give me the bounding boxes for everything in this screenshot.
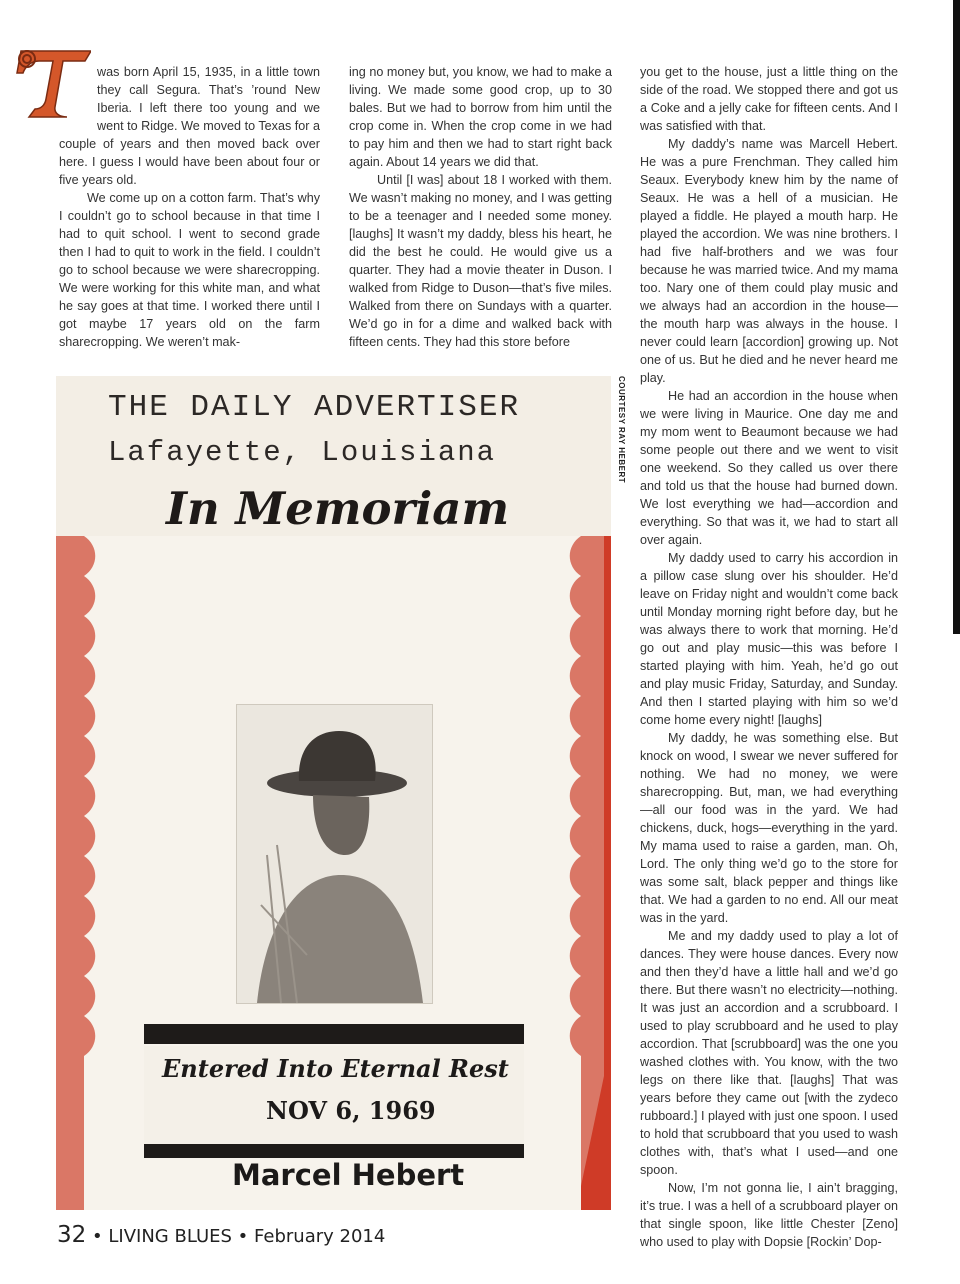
photo-credit: COURTESY RAY HEBERT xyxy=(617,376,626,484)
newspaper-city: Lafayette, Louisiana xyxy=(108,436,497,469)
drop-cap xyxy=(15,47,91,119)
issue-date: February 2014 xyxy=(254,1226,386,1247)
paragraph: ing no money but, you know, we had to make a living. We made some good crop, up to 30 bales. But we had to borrow from him until the crop come in. When the crop come in we had to pay him and then we had to start right back again. About 14 years we did that. xyxy=(349,65,612,169)
death-date: NOV 6, 1969 xyxy=(266,1096,436,1125)
paragraph: Now, I’m not gonna lie, I ain’t bragging, it’s true. I was a hell of a scrubboard player on that single spoon, like little Chester [Zeno] who used to play with Dopsie [Rockin’ Dop- xyxy=(640,1181,898,1249)
man-with-hat-portrait-image xyxy=(237,705,432,1003)
page-number: 32 xyxy=(57,1222,87,1248)
magazine-name: LIVING BLUES xyxy=(108,1226,232,1247)
paragraph: was born April 15, 1935, in a little town they call Segura. That’s ’round New Iberia. I left there too young and we went to Ridge. We moved to Texas for a couple of years and then moved back over here. I guess I would have been about four or five years old. xyxy=(59,65,320,187)
paragraph: He had an accordion in the house when we were living in Maurice. One day me and my mom went to Beaumont because we had some people out there and we went to visit one weekend. So they called us over there and told us that the house had burned down. We lost everything we had—accordion and everything. So that was it, we had to start all over again. xyxy=(640,389,898,547)
article-column-3 xyxy=(640,63,898,1251)
newspaper-name: THE DAILY ADVERTISER xyxy=(108,390,521,425)
deceased-name: Marcel Hebert xyxy=(232,1158,465,1192)
portrait-photo xyxy=(236,704,433,1004)
eternal-rest-line: Entered Into Eternal Rest xyxy=(162,1054,509,1083)
memoriam-heading: In Memoriam xyxy=(166,482,510,535)
paragraph: My daddy’s name was Marcell Hebert. He was a pure Frenchman. They called him Seaux. Everybody knew him by the name of Seaux. He was a hell of a musician. He played a fiddle. He played a mouth harp. He played the accordion. We was nine brothers. I had five half-brothers and we was four because he was married twice. And my mama too. Nary one of them could play music and we always had an accordion in the house—the mouth harp was always in the house. I never could learn [accordion] growing up. Not one of us. But he died and he never heard me play. xyxy=(640,137,898,385)
bullet-separator: • xyxy=(237,1226,249,1247)
paragraph: you get to the house, just a little thing on the side of the road. We stopped there and got us a Coke and a jelly cake for fifteen cents. And I was satisfied with that. xyxy=(640,65,898,133)
page-footer xyxy=(57,1222,385,1248)
paragraph: My daddy, he was something else. But knock on wood, I swear we never suffered for nothing. We had no money, we were sharecropping. But, man, we had everything—all our food was in the yard. We had chickens, duck, hogs—everything in the yard. My mama used to raise a garden, man. Oh, Lord. The only thing we’d go to the store for was some salt, black pepper and things like that. We had a garden to no end. All our meat was in the yard. xyxy=(640,731,898,925)
article-column-1 xyxy=(59,63,320,351)
article-column-2 xyxy=(349,63,612,351)
paragraph: Until [I was] about 18 I worked with them. We wasn’t making no money, and I was getting to be a teenager and I needed some money. [laughs] It wasn’t my daddy, bless his heart, he did the best he could. He would give us a quarter. They had a movie theater in Duson. I walked from Ridge to Duson—that’s five miles. Walked from there on Sundays with a quarter. We’d go in for a dime and walked back with fifteen cents. They had this store before xyxy=(349,173,612,349)
paragraph: We come up on a cotton farm. That’s why I couldn’t go to school because in that time I had to quit school. I went to second grade then I had to quit to work in the field. I couldn’t go to school because we were sharecropping. We were working for this white man, and what he say goes at that time. I worked there until I got maybe 17 years old on the farm sharecropping. We weren’t mak- xyxy=(59,191,320,349)
paragraph: My daddy used to carry his accordion in a pillow case slung over his shoulder. He’d leave on Friday night and wouldn’t come back until Monday morning right before day, but he was always there to work that morning. He’d go out and play music—this was before I started playing with him. Yeah, he’d go out and play music Friday, Saturday, and Sunday. And then I started playing with him so we’d come home every night! [laughs] xyxy=(640,551,898,727)
paragraph: Me and my daddy used to play a lot of dances. They were house dances. Every now and then they’d have a little hall and we’d go there. But there wasn’t no electricity—nothing. It was just an accordion and a scrubboard. I used to play scrubboard and he used to play accordion. That [scrubboard] was the one you washed clothes with. You know, with the two legs on there like that. [laughs] That was years before they came out [with the zydeco rubboard.] I played with just one spoon. I used to hold that scrubboard that you used to wash clothes with, that’s what I used—and one spoon. xyxy=(640,929,898,1177)
drop-cap-letter-graphic xyxy=(15,47,91,119)
bullet-separator: • xyxy=(92,1226,103,1247)
memoriam-clipping-photo xyxy=(56,376,611,1210)
page-edge-bar xyxy=(953,0,960,634)
